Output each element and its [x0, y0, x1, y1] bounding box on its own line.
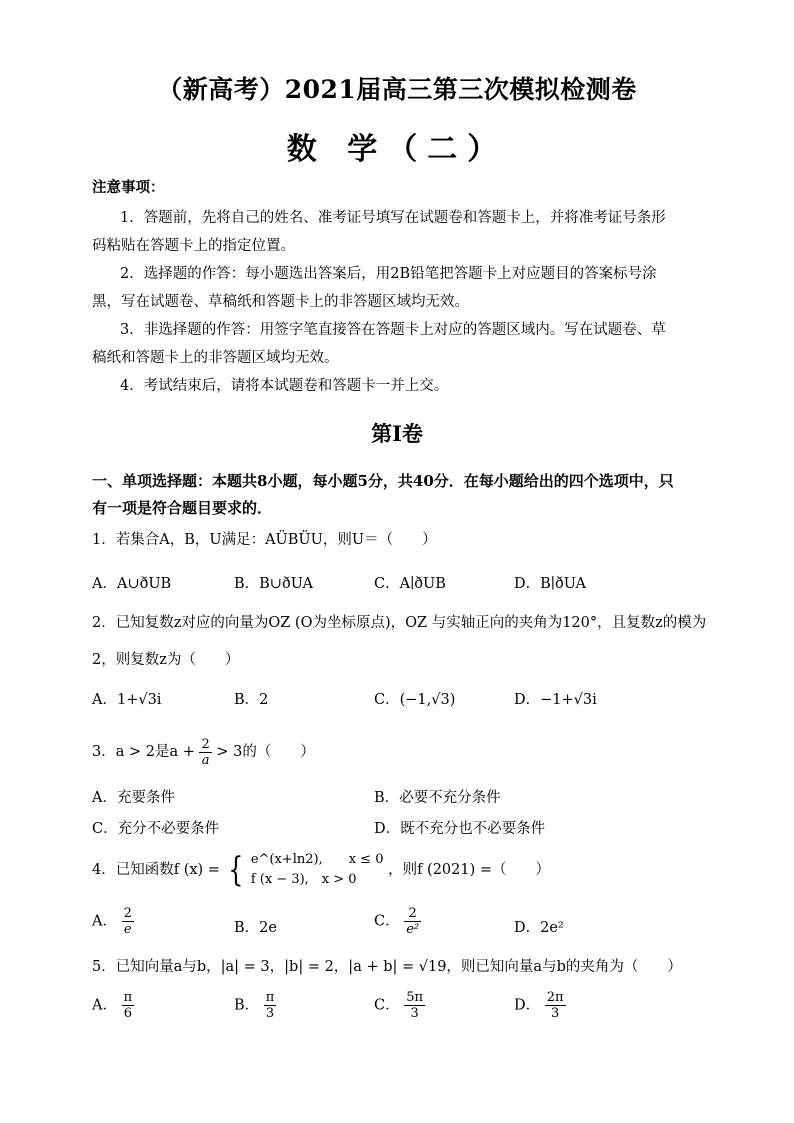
question-1-stem: 1．若集合A，B，U满足：AÜBÜU，则U＝（ ） — [92, 532, 437, 548]
question-3-fraction — [199, 737, 211, 768]
question-5-stem: 5．已知向量a与b，|a| = 3，|b| = 2，|a + b| = √19，则已知向量a与b的夹角为（ ） — [92, 959, 682, 975]
option-fraction — [122, 990, 135, 1021]
question-5-option-b — [234, 990, 276, 1021]
question-2-stem-line-1: 2．已知复数z对应的向量为OZ (O为坐标原点)，OZ 与实轴正向的夹角为120°，且复数z的模为 — [92, 615, 707, 631]
question-4-stem-pre: 4．已知函数f (x) = — [92, 862, 220, 878]
fraction-numerator: 2π — [546, 990, 564, 1005]
section-title: 第Ⅰ卷 — [371, 421, 423, 446]
notice-line-3: 2．选择题的作答：每小题选出答案后，用2B铅笔把答题卡上对应题目的答案标号涂 — [120, 266, 657, 282]
option-fraction — [404, 906, 421, 937]
fraction-denominator: e² — [406, 922, 420, 937]
option-label: C． — [374, 913, 400, 930]
fraction-numerator: 2 — [123, 906, 132, 921]
notice-heading: 注意事项： — [92, 179, 165, 196]
question-3-option-a: A．充要条件 — [92, 790, 175, 806]
question-2-option-d: D．−1+√3i — [514, 692, 597, 708]
question-4-stem — [92, 848, 550, 892]
question-4-case-2: f (x − 3), x > 0 — [250, 872, 357, 887]
question-2-stem-line-2: 2，则复数z为（ ） — [92, 652, 240, 668]
question-3-fraction-denominator: a — [201, 752, 210, 768]
piecewise-brace: { — [227, 850, 243, 890]
fraction-numerator: π — [265, 990, 275, 1005]
question-4-piecewise — [251, 850, 384, 890]
fraction-denominator: 3 — [551, 1006, 560, 1021]
notice-line-1: 1．答题前，先将自己的姓名、准考证号填写在试题卷和答题卡上，并将准考证号条形 — [120, 210, 666, 226]
option-label: D． — [514, 997, 541, 1014]
question-4-option-b: B．2e — [234, 920, 277, 936]
question-3-option-b: B．必要不充分条件 — [374, 790, 501, 806]
notice-line-6: 稿纸和答题卡上的非答题区域均无效。 — [92, 350, 339, 366]
notice-line-4: 黑，写在试题卷、草稿纸和答题卡上的非答题区域均无效。 — [92, 294, 469, 310]
question-4-case-1: e^(x+ln2), x ≤ 0 — [250, 852, 384, 867]
section-instruction-1: 一、单项选择题：本题共8小题，每小题5分，共40分．在每小题给出的四个选项中，只 — [92, 472, 674, 490]
question-4-stem-post: ，则f (2021) =（ ） — [388, 862, 551, 878]
question-2-option-c: C．(−1,√3) — [374, 692, 456, 708]
fraction-denominator: 3 — [265, 1006, 275, 1021]
option-label: C． — [374, 997, 400, 1014]
question-1-option-b: B．B∪ðUA — [234, 576, 313, 592]
fraction-denominator: 6 — [123, 1006, 132, 1021]
question-5-option-c — [374, 990, 425, 1021]
question-4-option-c — [374, 906, 421, 937]
question-3-fraction-numerator: 2 — [201, 736, 210, 752]
question-3-stem-pre: 3．a > 2是a + — [92, 744, 195, 760]
question-1-option-d: D．B∣ðUA — [514, 576, 586, 592]
option-label: A． — [92, 997, 117, 1014]
option-fraction — [122, 906, 134, 937]
fraction-denominator: 3 — [410, 1006, 419, 1021]
question-4-option-d: D．2e² — [514, 920, 564, 936]
question-3-stem-post: > 3的（ ） — [216, 744, 315, 760]
exam-title: （新高考）2021届高三第三次模拟检测卷 — [157, 75, 637, 104]
fraction-numerator: π — [123, 990, 133, 1005]
question-3-option-c: C．充分不必要条件 — [92, 821, 220, 837]
fraction-numerator: 5π — [406, 990, 424, 1005]
question-1-option-c: C．A∣ðUB — [374, 576, 446, 592]
option-fraction — [404, 990, 425, 1021]
question-4-option-a — [92, 906, 134, 937]
option-fraction — [264, 990, 277, 1021]
question-1-option-a: A．A∪ðUB — [92, 576, 172, 592]
fraction-numerator: 2 — [404, 906, 421, 922]
notice-line-7: 4．考试结束后，请将本试题卷和答题卡一并上交。 — [120, 378, 449, 394]
question-5-option-d — [514, 990, 566, 1021]
fraction-denominator: e — [123, 922, 132, 937]
question-2-option-b: B．2 — [234, 692, 269, 708]
notice-line-5: 3．非选择题的作答：用签字笔直接答在答题卡上对应的答题区域内。写在试题卷、草 — [120, 322, 666, 338]
option-label: A． — [92, 913, 117, 930]
section-instruction-2: 有一项是符合题目要求的． — [92, 499, 273, 517]
question-3-option-d: D．既不充分也不必要条件 — [374, 821, 546, 837]
option-fraction — [545, 990, 566, 1021]
option-label: B． — [234, 997, 260, 1014]
notice-line-2: 码粘贴在答题卡上的指定位置。 — [92, 238, 295, 254]
question-2-option-a: A．1+√3i — [92, 692, 162, 708]
question-5-option-a — [92, 990, 134, 1021]
exam-subtitle: 数 学（二） — [286, 132, 508, 167]
question-3-stem — [92, 732, 315, 772]
